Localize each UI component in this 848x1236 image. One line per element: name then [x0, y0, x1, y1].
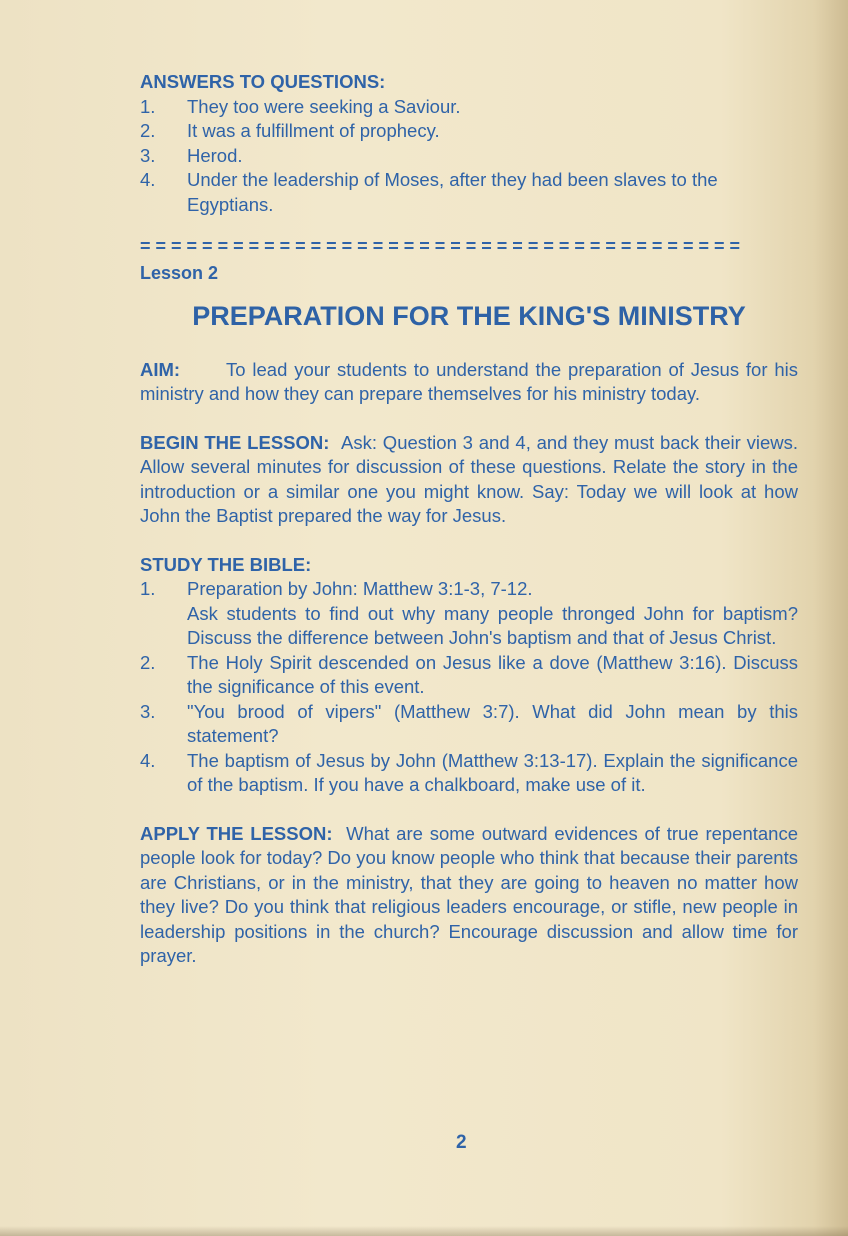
study-text: Preparation by John: Matthew 3:1-3, 7-12. — [187, 578, 533, 599]
study-item — [140, 651, 798, 700]
page-number: 2 — [456, 1132, 467, 1153]
answers-heading: ANSWERS TO QUESTIONS: — [140, 71, 386, 92]
answer-item — [140, 144, 798, 169]
lesson-title: PREPARATION FOR THE KING'S MINISTRY — [192, 300, 746, 331]
answers-list — [140, 95, 798, 218]
section-divider: = = = = = = = = = = = = = = = = = = = = = = = = = = = = = = = = = = = = = = = — [140, 239, 740, 253]
begin-label: BEGIN THE LESSON: — [140, 431, 330, 453]
study-heading: STUDY THE BIBLE: — [140, 553, 312, 575]
study-number: 2. — [140, 651, 156, 673]
study-text: "You brood of vipers" (Matthew 3:7). What did John mean by this statement? — [187, 700, 798, 746]
page-edge-shadow — [0, 1226, 848, 1236]
answer-text: Herod. — [187, 144, 243, 166]
study-list — [140, 577, 798, 798]
answer-number: 2. — [140, 120, 156, 141]
aim-label: AIM: — [140, 358, 181, 380]
answer-item — [140, 95, 798, 120]
apply-label: APPLY THE LESSON: — [140, 822, 333, 844]
answer-number: 1. — [140, 95, 156, 117]
answer-text: They too were seeking a Saviour. — [187, 95, 461, 117]
study-number: 1. — [140, 578, 156, 599]
study-item — [140, 577, 798, 651]
answer-number: 4. — [140, 169, 156, 190]
answer-number: 3. — [140, 144, 156, 166]
answer-text: It was a fulfillment of prophecy. — [187, 120, 440, 141]
study-item — [140, 700, 798, 749]
study-text: The baptism of Jesus by John (Matthew 3:13-17). Explain the significance of the baptism. If you have a chalkboard, make use of it. — [187, 749, 798, 795]
study-number: 4. — [140, 749, 156, 771]
aim-section — [140, 358, 798, 407]
begin-section — [140, 431, 798, 529]
study-subtext: Ask students to find out why many people thronged John for baptism? Discuss the difference between John's baptism and that of Jesus Christ. — [187, 602, 798, 648]
apply-text: What are some outward evidences of true repentance people look for today? Do you know people who think that because their parents are Christians, or in the ministry, that they are going to heaven no matter how they live? Do you think that religious leaders encourage, or stifle, new people in leadership positions in the church? Encourage discussion and allow time for prayer. — [140, 822, 799, 966]
begin-text: Ask: Question 3 and 4, and they must back their views. Allow several minutes for discussion of these questions. Relate the story in the introduction or a similar one you might know. Say: Today we will look at how John the Baptist prepared the way for Jesus. — [140, 431, 799, 526]
aim-text: To lead your students to understand the preparation of Jesus for his ministry and how they can prepare themselves for his ministry today. — [140, 358, 798, 404]
study-number: 3. — [140, 700, 156, 722]
answer-text: Under the leadership of Moses, after they had been slaves to the Egyptians. — [187, 169, 718, 215]
answer-item — [140, 168, 798, 217]
page-content — [140, 70, 798, 969]
lesson-label: Lesson 2 — [140, 263, 219, 283]
answer-item — [140, 119, 798, 144]
study-item — [140, 749, 798, 798]
study-text: The Holy Spirit descended on Jesus like a dove (Matthew 3:16). Discuss the significance of this event. — [187, 651, 798, 697]
apply-section — [140, 822, 798, 969]
